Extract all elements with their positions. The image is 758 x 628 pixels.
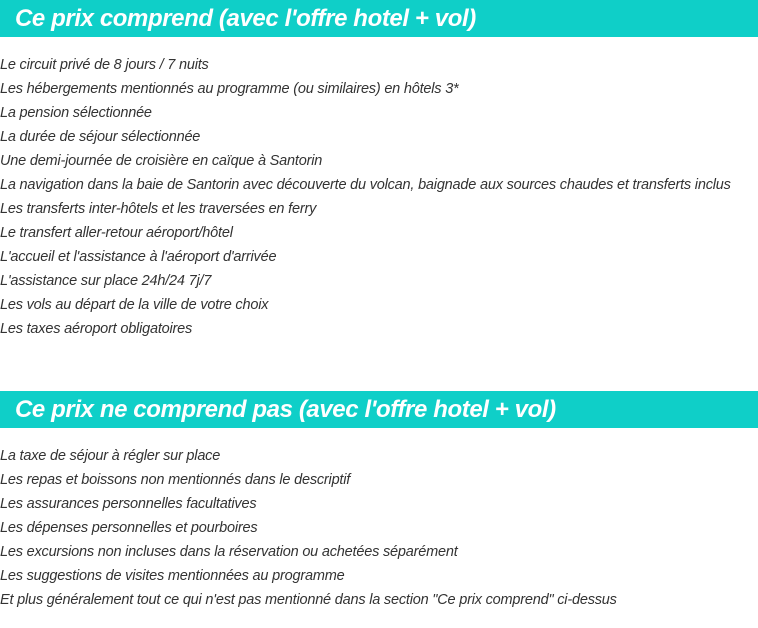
includes-list-item: L'accueil et l'assistance à l'aéroport d'arrivée — [0, 249, 277, 265]
includes-list-item: Le transfert aller-retour aéroport/hôtel — [0, 225, 233, 241]
excludes-list — [0, 444, 758, 612]
includes-list-item: La pension sélectionnée — [0, 105, 152, 121]
excludes-section-title: Ce prix ne comprend pas (avec l'offre hotel + vol) — [15, 395, 556, 423]
includes-section-header — [0, 0, 758, 37]
excludes-list-item: Les repas et boissons non mentionnés dans le descriptif — [0, 472, 351, 488]
excludes-list-item: Les dépenses personnelles et pourboires — [0, 520, 258, 536]
includes-list-item: Les transferts inter-hôtels et les traversées en ferry — [0, 201, 317, 217]
includes-list-item: La navigation dans la baie de Santorin avec découverte du volcan, baignade aux sources chaudes et transferts inclus — [0, 177, 731, 193]
includes-list-item: Les vols au départ de la ville de votre choix — [0, 297, 269, 313]
excludes-list-item: La taxe de séjour à régler sur place — [0, 448, 221, 464]
excludes-list-item: Et plus généralement tout ce qui n'est pas mentionné dans la section "Ce prix comprend" ci-dessus — [0, 592, 617, 608]
excludes-list-item: Les suggestions de visites mentionnées au programme — [0, 568, 345, 584]
excludes-section-header — [0, 391, 758, 428]
excludes-list-item: Les excursions non incluses dans la réservation ou achetées séparément — [0, 544, 458, 560]
includes-list-item: Le circuit privé de 8 jours / 7 nuits — [0, 57, 209, 73]
includes-list-item: L'assistance sur place 24h/24 7j/7 — [0, 273, 212, 289]
includes-list-item: Les hébergements mentionnés au programme (ou similaires) en hôtels 3* — [0, 81, 459, 97]
excludes-list-item: Les assurances personnelles facultatives — [0, 496, 257, 512]
includes-list-item: La durée de séjour sélectionnée — [0, 129, 201, 145]
includes-list-item: Une demi-journée de croisière en caïque à Santorin — [0, 153, 323, 169]
includes-list-item: Les taxes aéroport obligatoires — [0, 321, 193, 337]
includes-section-title: Ce prix comprend (avec l'offre hotel + vol) — [15, 4, 476, 32]
includes-list — [0, 53, 758, 341]
